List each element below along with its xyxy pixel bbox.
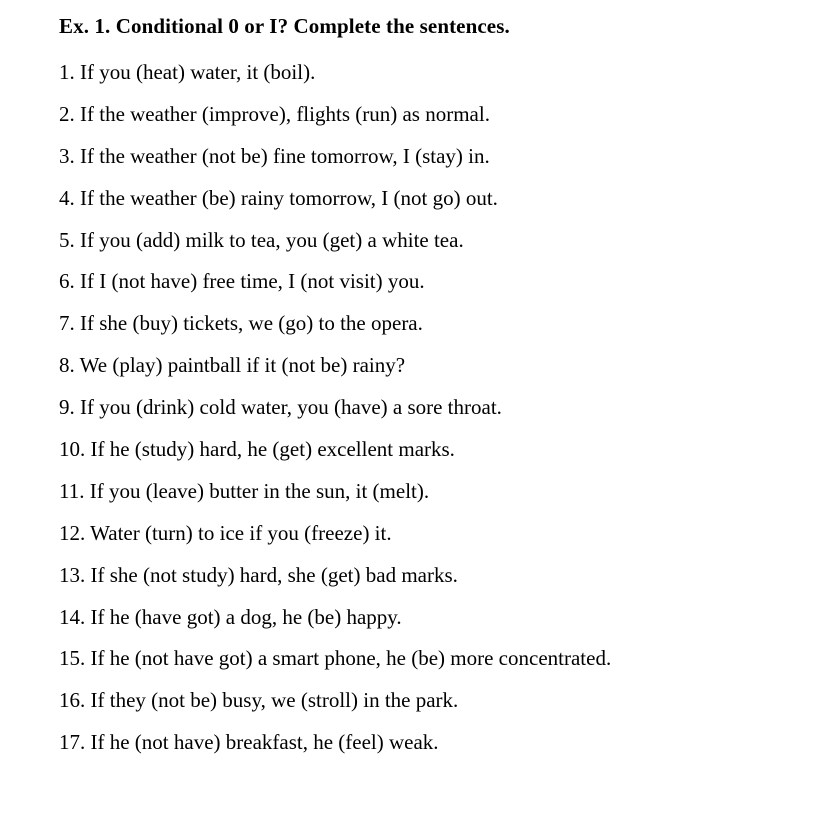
sentence-item: 16. If they (not be) busy, we (stroll) in the park. [59, 688, 459, 713]
sentence-item: 2. If the weather (improve), flights (run) as normal. [59, 101, 490, 126]
sentence-item: 6. If I (not have) free time, I (not visit) you. [59, 269, 425, 294]
sentence-item: 12. Water (turn) to ice if you (freeze) it. [59, 520, 392, 545]
sentence-item: 13. If she (not study) hard, she (get) bad marks. [59, 562, 458, 587]
sentence-item: 1. If you (heat) water, it (boil). [59, 60, 316, 84]
exercise-title: Ex. 1. Conditional 0 or I? Complete the sentences. [59, 14, 510, 38]
sentence-list [59, 58, 611, 770]
sentence-item: 11. If you (leave) butter in the sun, it (melt). [59, 478, 430, 503]
sentence-item: 9. If you (drink) cold water, you (have) a sore throat. [59, 395, 502, 420]
sentence-item: 7. If she (buy) tickets, we (go) to the opera. [59, 311, 423, 336]
sentence-item: 14. If he (have got) a dog, he (be) happy. [59, 604, 402, 629]
sentence-item: 3. If the weather (not be) fine tomorrow, I (stay) in. [59, 143, 490, 168]
sentence-item: 5. If you (add) milk to tea, you (get) a white tea. [59, 227, 464, 252]
sentence-item: 8. We (play) paintball if it (not be) rainy? [59, 353, 406, 378]
sentence-item: 15. If he (not have got) a smart phone, he (be) more concentrated. [59, 646, 612, 671]
sentence-item: 10. If he (study) hard, he (get) excellent marks. [59, 437, 455, 462]
sentence-item: 17. If he (not have) breakfast, he (feel) weak. [59, 730, 439, 755]
sentence-item: 4. If the weather (be) rainy tomorrow, I (not go) out. [59, 185, 498, 210]
